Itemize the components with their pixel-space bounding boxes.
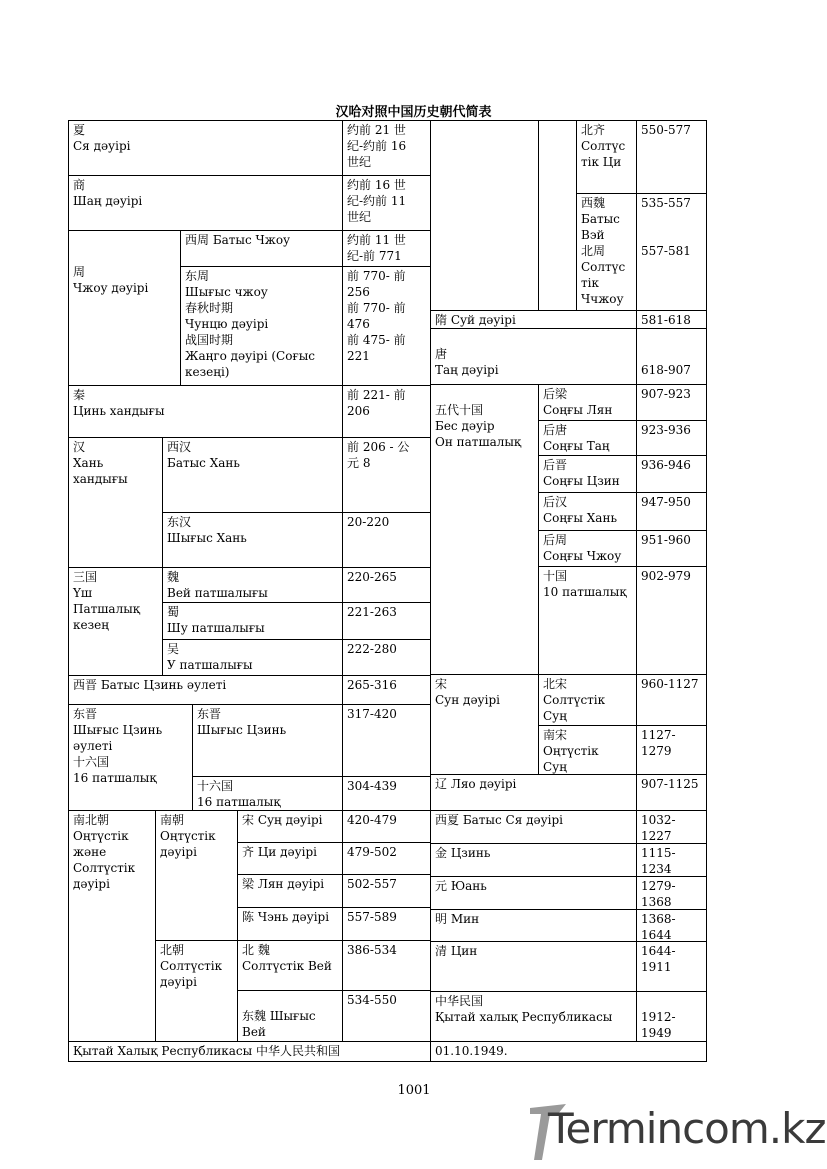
table-cell: 221-263 [342, 602, 431, 640]
table-cell: 北齐 Солтүс тік Ци [576, 120, 637, 194]
table-cell: 清 Цин [430, 941, 637, 992]
table-cell: 东周 Шығыс чжоу 春秋时期 Чунцю дәуірі 战国时期 Жаңго дәуірі (Соғыс кезеңі) [180, 266, 343, 386]
table-cell: 齐 Ци дәуірі [237, 842, 343, 875]
table-cell: 222-280 [342, 639, 431, 676]
table-cell: 秦 Цинь хандығы [68, 385, 343, 438]
table-cell: 907-1125 [636, 774, 707, 811]
table-cell: 479-502 [342, 842, 431, 875]
table-cell: 蜀 Шу патшалығы [162, 602, 343, 640]
page-title: 汉哈对照中国历史朝代简表 [335, 105, 492, 120]
table-cell: 约前 21 世 纪-约前 16 世纪 [342, 120, 431, 176]
table-cell: 1032- 1227 [636, 810, 707, 844]
table-cell: Қытай Халық Республикасы 中华人民共和国 [68, 1041, 431, 1062]
table-cell: 420-479 [342, 810, 431, 843]
page-number: 1001 [397, 1083, 431, 1098]
table-cell: 周 Чжоу дәуірі [68, 230, 181, 386]
logo-text: Termincom.kz [548, 1104, 826, 1153]
table-cell: 前 206 - 公 元 8 [342, 437, 431, 513]
table-cell: 前 770- 前 256 前 770- 前 476 前 475- 前 221 [342, 266, 431, 386]
table-cell: 534-550 [342, 990, 431, 1042]
table-cell: 北 魏 Солтүстік Вей [237, 940, 343, 991]
table-cell: 220-265 [342, 567, 431, 603]
table-cell: 宋 Суң дәуірі [237, 810, 343, 843]
table-cell [538, 120, 577, 311]
table-cell: 东魏 Шығыс Вей [237, 990, 343, 1042]
table-cell: 386-534 [342, 940, 431, 991]
table-cell: 梁 Лян дәуірі [237, 874, 343, 908]
table-cell: 汉 Хань хандығы [68, 437, 163, 568]
table-cell: 宋 Сун дәуірі [430, 674, 539, 775]
table-cell: 辽 Ляо дәуірі [430, 774, 637, 811]
table-cell: 西周 Батыс Чжоу [180, 230, 343, 267]
table-cell: 后周 Соңғы Чжоу [538, 530, 637, 567]
table-cell: 618-907 [636, 328, 707, 385]
table-cell: 十国 10 патшалық [538, 566, 637, 675]
table-cell: 三国 Үш Патшалық кезең [68, 567, 163, 676]
table-cell: 吴 У патшалығы [162, 639, 343, 676]
table-cell: 01.10.1949. [430, 1041, 707, 1062]
dynasty-table [68, 120, 706, 1061]
table-cell: 东汉 Шығыс Хань [162, 512, 343, 568]
table-cell: 581-618 [636, 310, 707, 329]
table-cell: 923-936 [636, 420, 707, 456]
table-cell: 304-439 [342, 776, 431, 811]
table-cell: 元 Юань [430, 876, 637, 910]
table-cell: 后晋 Соңғы Цзин [538, 455, 637, 493]
table-cell: 960-1127 [636, 674, 707, 726]
table-cell: 1368- 1644 [636, 909, 707, 942]
table-cell: 502-557 [342, 874, 431, 908]
table-cell: 北朝 Солтүстік дәуірі [155, 940, 238, 1042]
table-cell: 西魏 Батыс Вэй 北周 Солтүс тік Ччжоу [576, 193, 637, 311]
table-cell: 936-946 [636, 455, 707, 493]
table-cell: 中华民国 Қытай халық Республикасы [430, 991, 637, 1042]
table-cell: 约前 11 世 纪-前 771 [342, 230, 431, 267]
table-cell: 陈 Чэнь дәуірі [237, 907, 343, 941]
table-cell: 1912- 1949 [636, 991, 707, 1042]
table-cell: 后汉 Соңғы Хань [538, 492, 637, 531]
table-cell: 后梁 Соңғы Лян [538, 384, 637, 421]
table-cell: 317-420 [342, 704, 431, 777]
table-cell: 西晋 Батыс Цзинь әулеті [68, 675, 343, 705]
table-cell: 南北朝 Оңтүстік және Солтүстік дәуірі [68, 810, 156, 1042]
table-cell: 十六国 16 патшалық [192, 776, 343, 811]
table-cell: 20-220 [342, 512, 431, 568]
table-cell: 南宋 Оңтүстік Суң [538, 725, 637, 775]
table-cell: 隋 Суй дәуірі [430, 310, 637, 329]
table-cell: 后唐 Соңғы Таң [538, 420, 637, 456]
table-cell: 265-316 [342, 675, 431, 705]
table-cell: 557-589 [342, 907, 431, 941]
table-cell: 907-923 [636, 384, 707, 421]
table-cell: 西汉 Батыс Хань [162, 437, 343, 513]
table-cell: 东晋 Шығыс Цзинь әулеті 十六国 16 патшалық [68, 704, 193, 811]
table-cell: 947-950 [636, 492, 707, 531]
table-cell: 前 221- 前 206 [342, 385, 431, 438]
termincom-logo[interactable] [528, 1102, 826, 1164]
table-cell: 西夏 Батыс Ся дәуірі [430, 810, 637, 844]
table-cell: 1115- 1234 [636, 843, 707, 877]
table-cell: 魏 Вей патшалығы [162, 567, 343, 603]
table-cell: 商 Шаң дәуірі [68, 175, 431, 231]
table-cell: 五代十国 Бес дәуір Он патшалық [430, 384, 539, 675]
table-cell: 南朝 Оңтүстік дәуірі [155, 810, 238, 941]
table-cell: 550-577 [636, 120, 707, 194]
table-cell: 1644- 1911 [636, 941, 707, 992]
table-cell: 535-557 557-581 [636, 193, 707, 311]
table-cell: 951-960 [636, 530, 707, 567]
table-cell: 唐 Таң дәуірі [430, 328, 637, 385]
table-cell: 东晋 Шығыс Цзинь [192, 704, 343, 777]
table-cell: 1279- 1368 [636, 876, 707, 910]
table-cell: 约前 16 世 纪-约前 11 世纪 [342, 175, 431, 231]
table-cell: 902-979 [636, 566, 707, 675]
table-cell [430, 120, 539, 311]
table-cell: 明 Мин [430, 909, 637, 942]
table-cell: 1127- 1279 [636, 725, 707, 775]
table-cell: 北宋 Солтүстік Суң [538, 674, 637, 726]
table-cell: 夏 Ся дәуірі [68, 120, 431, 176]
table-cell: 金 Цзинь [430, 843, 637, 877]
